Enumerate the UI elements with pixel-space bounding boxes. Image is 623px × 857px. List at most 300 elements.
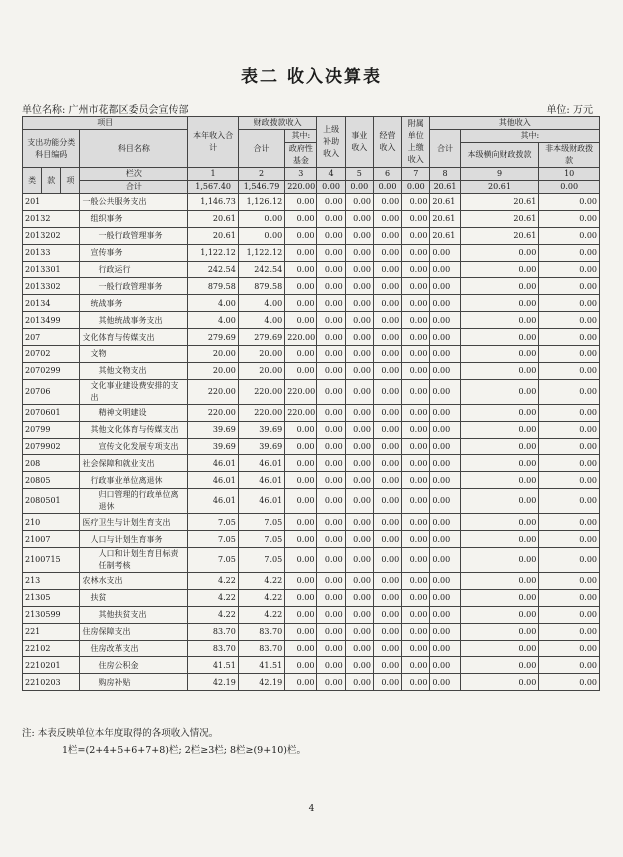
- value-cell: 0.00: [430, 261, 460, 278]
- value-cell: 0.00: [285, 346, 317, 363]
- value-cell: 0.00: [373, 421, 401, 438]
- value-cell: 0.00: [539, 210, 600, 227]
- value-cell: 0.00: [539, 548, 600, 573]
- value-cell: 0.00: [430, 438, 460, 455]
- header-superior: 上级补助收入: [317, 117, 345, 168]
- value-cell: 20.00: [238, 346, 284, 363]
- func-code-cell: 2130599: [23, 606, 80, 623]
- header-fiscal-among: 其中:: [285, 130, 317, 143]
- value-cell: 0.00: [285, 548, 317, 573]
- value-cell: 0.00: [460, 278, 539, 295]
- table-row: [23, 606, 600, 623]
- value-cell: 0.00: [430, 278, 460, 295]
- value-cell: 0.00: [317, 295, 345, 312]
- value-cell: 0.00: [285, 472, 317, 489]
- value-cell: 83.70: [238, 623, 284, 640]
- col-num: 3: [285, 168, 317, 181]
- value-cell: 0.00: [539, 657, 600, 674]
- func-code-cell: 20702: [23, 346, 80, 363]
- total-cell: 0.00: [373, 181, 401, 194]
- table-row: [23, 623, 600, 640]
- func-code-cell: 20132: [23, 210, 80, 227]
- value-cell: 0.00: [345, 640, 373, 657]
- value-cell: 220.00: [188, 379, 238, 404]
- value-cell: 0.00: [460, 472, 539, 489]
- value-cell: 220.00: [188, 404, 238, 421]
- value-cell: 0.00: [373, 295, 401, 312]
- value-cell: 0.00: [430, 455, 460, 472]
- subject-name-cell: 精神文明建设: [80, 404, 188, 421]
- header-business: 事业收入: [345, 117, 373, 168]
- value-cell: 0.00: [402, 589, 430, 606]
- col-num: 1: [188, 168, 238, 181]
- value-cell: 4.22: [238, 589, 284, 606]
- func-code-cell: 221: [23, 623, 80, 640]
- table-row: [23, 295, 600, 312]
- value-cell: 0.00: [402, 210, 430, 227]
- subject-name-cell: 住房公积金: [80, 657, 188, 674]
- value-cell: 0.00: [539, 640, 600, 657]
- func-code-cell: 2210203: [23, 674, 80, 691]
- func-code-cell: 21007: [23, 531, 80, 548]
- col-num: 5: [345, 168, 373, 181]
- table-row: [23, 455, 600, 472]
- col-num: 8: [430, 168, 460, 181]
- func-code-cell: 20133: [23, 244, 80, 261]
- value-cell: 39.69: [188, 421, 238, 438]
- table-row: [23, 421, 600, 438]
- value-cell: 0.00: [317, 548, 345, 573]
- value-cell: 0.00: [373, 210, 401, 227]
- value-cell: 0.00: [285, 227, 317, 244]
- table-row: [23, 674, 600, 691]
- value-cell: 0.00: [345, 362, 373, 379]
- value-cell: 0.00: [317, 421, 345, 438]
- value-cell: 0.00: [373, 194, 401, 211]
- value-cell: 0.00: [539, 623, 600, 640]
- value-cell: 0.00: [345, 589, 373, 606]
- value-cell: 0.00: [430, 472, 460, 489]
- value-cell: 0.00: [345, 573, 373, 590]
- value-cell: 0.00: [539, 531, 600, 548]
- value-cell: 0.00: [430, 421, 460, 438]
- value-cell: 0.00: [402, 362, 430, 379]
- value-cell: 0.00: [430, 514, 460, 531]
- value-cell: 0.00: [373, 657, 401, 674]
- value-cell: 46.01: [188, 489, 238, 514]
- value-cell: 41.51: [188, 657, 238, 674]
- value-cell: 1,122.12: [188, 244, 238, 261]
- value-cell: 0.00: [402, 404, 430, 421]
- value-cell: 0.00: [460, 489, 539, 514]
- value-cell: 0.00: [317, 514, 345, 531]
- value-cell: 0.00: [373, 404, 401, 421]
- value-cell: 0.00: [345, 227, 373, 244]
- value-cell: 0.00: [285, 244, 317, 261]
- value-cell: 0.00: [402, 472, 430, 489]
- value-cell: 0.00: [430, 606, 460, 623]
- total-cell: 0.00: [539, 181, 600, 194]
- value-cell: 20.00: [188, 362, 238, 379]
- value-cell: 0.00: [539, 472, 600, 489]
- value-cell: 0.00: [460, 589, 539, 606]
- header-fiscal-fund: 政府性基金: [285, 143, 317, 168]
- value-cell: 0.00: [373, 438, 401, 455]
- value-cell: 220.00: [285, 329, 317, 346]
- value-cell: 0.00: [460, 623, 539, 640]
- value-cell: 0.00: [539, 362, 600, 379]
- value-cell: 0.00: [238, 210, 284, 227]
- value-cell: 0.00: [345, 531, 373, 548]
- func-code-cell: 2070601: [23, 404, 80, 421]
- value-cell: 0.00: [285, 489, 317, 514]
- value-cell: 4.22: [238, 573, 284, 590]
- value-cell: 0.00: [402, 346, 430, 363]
- table-row: [23, 194, 600, 211]
- value-cell: 0.00: [345, 438, 373, 455]
- value-cell: 0.00: [345, 261, 373, 278]
- value-cell: 0.00: [285, 531, 317, 548]
- subject-name-cell: 组织事务: [80, 210, 188, 227]
- value-cell: 0.00: [317, 329, 345, 346]
- value-cell: 4.22: [188, 606, 238, 623]
- value-cell: 7.05: [238, 548, 284, 573]
- value-cell: 0.00: [285, 421, 317, 438]
- value-cell: 0.00: [373, 227, 401, 244]
- value-cell: 0.00: [402, 674, 430, 691]
- value-cell: 0.00: [460, 362, 539, 379]
- subject-name-cell: 其他统战事务支出: [80, 312, 188, 329]
- value-cell: 39.69: [238, 438, 284, 455]
- table-row: [23, 227, 600, 244]
- value-cell: 220.00: [285, 379, 317, 404]
- value-cell: 0.00: [345, 657, 373, 674]
- value-cell: 0.00: [460, 346, 539, 363]
- value-cell: 0.00: [402, 329, 430, 346]
- value-cell: 0.00: [539, 295, 600, 312]
- value-cell: 4.00: [188, 295, 238, 312]
- subject-name-cell: 农林水支出: [80, 573, 188, 590]
- value-cell: 0.00: [317, 379, 345, 404]
- table-row: [23, 329, 600, 346]
- value-cell: 0.00: [430, 623, 460, 640]
- value-cell: 0.00: [373, 472, 401, 489]
- value-cell: 0.00: [345, 421, 373, 438]
- value-cell: 0.00: [285, 210, 317, 227]
- value-cell: 0.00: [345, 346, 373, 363]
- value-cell: 0.00: [285, 261, 317, 278]
- header-lanci: 栏次: [80, 168, 188, 181]
- value-cell: 0.00: [430, 362, 460, 379]
- table-row: [23, 379, 600, 404]
- value-cell: 0.00: [402, 657, 430, 674]
- value-cell: 0.00: [402, 278, 430, 295]
- value-cell: 0.00: [430, 295, 460, 312]
- subject-name-cell: 扶贫: [80, 589, 188, 606]
- value-cell: 0.00: [285, 514, 317, 531]
- table-row: [23, 346, 600, 363]
- table-row: [23, 548, 600, 573]
- value-cell: 0.00: [460, 295, 539, 312]
- page-title: 表二 收入决算表: [241, 67, 382, 87]
- subject-name-cell: 购房补贴: [80, 674, 188, 691]
- value-cell: 0.00: [539, 194, 600, 211]
- table-note: [22, 725, 306, 759]
- value-cell: 20.61: [188, 210, 238, 227]
- value-cell: 0.00: [402, 312, 430, 329]
- value-cell: 0.00: [345, 623, 373, 640]
- value-cell: 0.00: [430, 548, 460, 573]
- value-cell: 0.00: [345, 194, 373, 211]
- value-cell: 0.00: [460, 261, 539, 278]
- header-other-among: 其中:: [460, 130, 599, 143]
- value-cell: 0.00: [317, 589, 345, 606]
- value-cell: 879.58: [238, 278, 284, 295]
- value-cell: 0.00: [402, 261, 430, 278]
- value-cell: 0.00: [539, 278, 600, 295]
- subject-name-cell: 人口与计划生育事务: [80, 531, 188, 548]
- value-cell: 20.00: [238, 362, 284, 379]
- value-cell: 0.00: [539, 329, 600, 346]
- value-cell: 0.00: [317, 657, 345, 674]
- value-cell: 0.00: [460, 514, 539, 531]
- value-cell: 0.00: [345, 295, 373, 312]
- header-total-income: 本年收入合计: [188, 117, 238, 168]
- value-cell: 20.00: [188, 346, 238, 363]
- col-num: 7: [402, 168, 430, 181]
- value-cell: 220.00: [238, 404, 284, 421]
- func-code-cell: 20134: [23, 295, 80, 312]
- value-cell: 7.05: [188, 531, 238, 548]
- value-cell: 242.54: [188, 261, 238, 278]
- value-cell: 0.00: [539, 589, 600, 606]
- table-row: [23, 312, 600, 329]
- value-cell: 4.22: [188, 573, 238, 590]
- value-cell: 1,146.73: [188, 194, 238, 211]
- value-cell: 0.00: [373, 606, 401, 623]
- subject-name-cell: 其他扶贫支出: [80, 606, 188, 623]
- subject-name-cell: 统战事务: [80, 295, 188, 312]
- value-cell: 879.58: [188, 278, 238, 295]
- col-num: 10: [539, 168, 600, 181]
- value-cell: 279.69: [238, 329, 284, 346]
- value-cell: 0.00: [345, 278, 373, 295]
- value-cell: 0.00: [460, 657, 539, 674]
- value-cell: 0.00: [539, 606, 600, 623]
- value-cell: 20.61: [430, 210, 460, 227]
- value-cell: 0.00: [285, 657, 317, 674]
- table-row: [23, 404, 600, 421]
- value-cell: 4.22: [238, 606, 284, 623]
- value-cell: 0.00: [317, 244, 345, 261]
- func-code-cell: 22102: [23, 640, 80, 657]
- header-project: 项目: [23, 117, 188, 130]
- subject-name-cell: 宣传文化发展专项支出: [80, 438, 188, 455]
- value-cell: 0.00: [430, 589, 460, 606]
- value-cell: 42.19: [238, 674, 284, 691]
- value-cell: 83.70: [238, 640, 284, 657]
- value-cell: 0.00: [317, 472, 345, 489]
- func-code-cell: 2013302: [23, 278, 80, 295]
- total-cell: 0.00: [402, 181, 430, 194]
- value-cell: 0.00: [345, 312, 373, 329]
- value-cell: 0.00: [345, 514, 373, 531]
- total-cell: 1,546.79: [238, 181, 284, 194]
- value-cell: 7.05: [238, 514, 284, 531]
- subject-name-cell: 行政运行: [80, 261, 188, 278]
- value-cell: 0.00: [539, 379, 600, 404]
- value-cell: 0.00: [460, 548, 539, 573]
- table-row: [23, 489, 600, 514]
- subject-name-cell: 住房改革支出: [80, 640, 188, 657]
- value-cell: 0.00: [402, 514, 430, 531]
- value-cell: 83.70: [188, 623, 238, 640]
- total-cell: 20.61: [460, 181, 539, 194]
- value-cell: 0.00: [460, 455, 539, 472]
- header-fiscal: 财政拨款收入: [238, 117, 317, 130]
- value-cell: 0.00: [430, 404, 460, 421]
- subject-name-cell: 其他文物支出: [80, 362, 188, 379]
- table-row: [23, 531, 600, 548]
- value-cell: 0.00: [373, 312, 401, 329]
- value-cell: 0.00: [460, 438, 539, 455]
- header-other-same-level: 本级横向财政拨款: [460, 143, 539, 168]
- func-code-cell: 20706: [23, 379, 80, 404]
- value-cell: 0.00: [402, 548, 430, 573]
- func-code-cell: 2079902: [23, 438, 80, 455]
- value-cell: 0.00: [373, 589, 401, 606]
- value-cell: 0.00: [345, 210, 373, 227]
- func-code-cell: 207: [23, 329, 80, 346]
- header-func-code: 支出功能分类科目编码: [23, 130, 80, 168]
- value-cell: 0.00: [402, 295, 430, 312]
- value-cell: 0.00: [317, 489, 345, 514]
- header-subject-name: 科目名称: [80, 130, 188, 168]
- value-cell: 0.00: [539, 346, 600, 363]
- func-code-cell: 213: [23, 573, 80, 590]
- value-cell: 0.00: [345, 472, 373, 489]
- unit-name-label: 单位名称: 广州市花都区委员会宣传部: [22, 105, 189, 116]
- value-cell: 4.00: [238, 312, 284, 329]
- value-cell: 0.00: [285, 640, 317, 657]
- value-cell: 0.00: [430, 379, 460, 404]
- value-cell: 83.70: [188, 640, 238, 657]
- value-cell: 0.00: [317, 531, 345, 548]
- value-cell: 0.00: [238, 227, 284, 244]
- value-cell: 0.00: [402, 573, 430, 590]
- value-cell: 0.00: [430, 531, 460, 548]
- col-num: 9: [460, 168, 539, 181]
- value-cell: 0.00: [373, 640, 401, 657]
- value-cell: 0.00: [460, 573, 539, 590]
- value-cell: 0.00: [460, 674, 539, 691]
- subject-name-cell: 其他文化体育与传媒支出: [80, 421, 188, 438]
- value-cell: 0.00: [373, 489, 401, 514]
- table-row: [23, 210, 600, 227]
- value-cell: 0.00: [317, 623, 345, 640]
- func-code-cell: 208: [23, 455, 80, 472]
- subject-name-cell: 文化事业建设费安排的支出: [80, 379, 188, 404]
- subject-name-cell: 社会保障和就业支出: [80, 455, 188, 472]
- value-cell: 0.00: [430, 329, 460, 346]
- value-cell: 4.00: [238, 295, 284, 312]
- value-cell: 0.00: [539, 573, 600, 590]
- table-row: [23, 438, 600, 455]
- header-other-total: 合计: [430, 130, 460, 168]
- value-cell: 0.00: [539, 421, 600, 438]
- value-cell: 46.01: [188, 472, 238, 489]
- table-row: [23, 657, 600, 674]
- table-row: [23, 244, 600, 261]
- table-row: [23, 362, 600, 379]
- subject-name-cell: 宣传事务: [80, 244, 188, 261]
- value-cell: 0.00: [373, 346, 401, 363]
- value-cell: 0.00: [460, 404, 539, 421]
- value-cell: 0.00: [539, 404, 600, 421]
- value-cell: 0.00: [345, 548, 373, 573]
- value-cell: 41.51: [238, 657, 284, 674]
- subject-name-cell: 一般行政管理事务: [80, 227, 188, 244]
- value-cell: 39.69: [188, 438, 238, 455]
- value-cell: 0.00: [402, 531, 430, 548]
- subject-name-cell: 一般行政管理事务: [80, 278, 188, 295]
- value-cell: 42.19: [188, 674, 238, 691]
- subject-name-cell: 文化体育与传媒支出: [80, 329, 188, 346]
- value-cell: 0.00: [285, 278, 317, 295]
- value-cell: 20.61: [430, 227, 460, 244]
- value-cell: 0.00: [539, 312, 600, 329]
- total-cell: 0.00: [345, 181, 373, 194]
- subject-name-cell: 一般公共服务支出: [80, 194, 188, 211]
- note-line-1: 注: 本表反映单位本年度取得的各项收入情况。: [22, 728, 219, 739]
- value-cell: 4.00: [188, 312, 238, 329]
- subject-name-cell: 归口管理的行政单位离退休: [80, 489, 188, 514]
- value-cell: 0.00: [402, 194, 430, 211]
- total-cell: 20.61: [430, 181, 460, 194]
- func-code-cell: 2013202: [23, 227, 80, 244]
- value-cell: 46.01: [238, 472, 284, 489]
- func-code-cell: 2013499: [23, 312, 80, 329]
- currency-unit-label: 单位: 万元: [546, 105, 593, 116]
- value-cell: 0.00: [373, 531, 401, 548]
- table-row: [23, 573, 600, 590]
- table-row: [23, 278, 600, 295]
- value-cell: 0.00: [373, 455, 401, 472]
- value-cell: 0.00: [402, 438, 430, 455]
- value-cell: 0.00: [285, 455, 317, 472]
- value-cell: 0.00: [285, 362, 317, 379]
- value-cell: 20.61: [460, 210, 539, 227]
- income-table-body: [23, 194, 600, 691]
- value-cell: 0.00: [285, 606, 317, 623]
- func-code-cell: 21305: [23, 589, 80, 606]
- header-other: 其他收入: [430, 117, 600, 130]
- value-cell: 0.00: [539, 438, 600, 455]
- value-cell: 0.00: [460, 421, 539, 438]
- value-cell: 0.00: [539, 227, 600, 244]
- value-cell: 0.00: [402, 455, 430, 472]
- value-cell: 0.00: [539, 455, 600, 472]
- value-cell: 0.00: [317, 261, 345, 278]
- income-table: [22, 116, 600, 691]
- value-cell: 0.00: [460, 640, 539, 657]
- value-cell: 0.00: [430, 346, 460, 363]
- value-cell: 0.00: [317, 674, 345, 691]
- value-cell: 0.00: [460, 531, 539, 548]
- value-cell: 0.00: [317, 438, 345, 455]
- value-cell: 1,126.12: [238, 194, 284, 211]
- func-code-cell: 210: [23, 514, 80, 531]
